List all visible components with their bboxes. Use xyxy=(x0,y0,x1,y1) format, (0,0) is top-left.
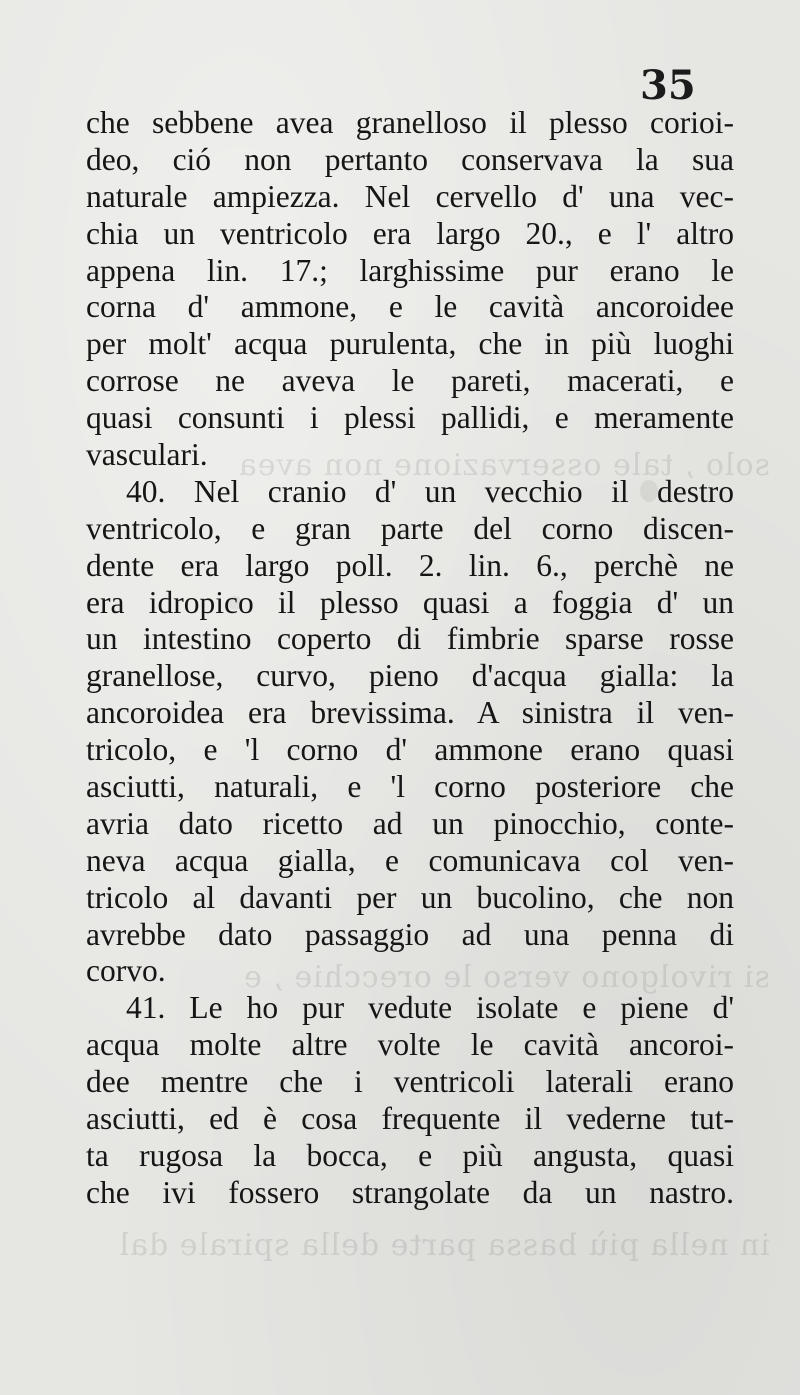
text-line: neva acqua gialla, e comunicava col ven- xyxy=(86,842,734,878)
text-line: naturale ampiezza. Nel cervello d' una vec- xyxy=(86,178,734,214)
text-line: dente era largo poll. 2. lin. 6., perchè ne xyxy=(86,547,734,583)
text-line: ta rugosa la bocca, e più angusta, quasi xyxy=(86,1137,734,1173)
text-line: un intestino coperto di fimbrie sparse rosse xyxy=(86,621,734,657)
paragraph-start: 41. Le ho pur vedute isolate e piene d' xyxy=(126,990,734,1026)
text-line: era idropico il plesso quasi a foggia d' un xyxy=(86,584,734,620)
page-number: 35 xyxy=(640,62,696,109)
text-line: che ivi fossero strangolate da un nastro. xyxy=(86,1174,734,1210)
text-line: tricolo, e 'l corno d' ammone erano quasi xyxy=(86,732,734,768)
text-line: corrose ne aveva le pareti, macerati, e xyxy=(86,363,734,399)
text-line: granellose, curvo, pieno d'acqua gialla: la xyxy=(86,658,734,694)
text-line: chia un ventricolo era largo 20., e l' altro xyxy=(86,215,734,251)
text-line: che sebbene avea granelloso il plesso corioi- xyxy=(86,105,734,140)
body-text xyxy=(86,105,734,1212)
text-line: asciutti, ed è cosa frequente il vederne tut- xyxy=(86,1101,734,1137)
text-line: ancoroidea era brevissima. A sinistra il ven- xyxy=(86,695,734,731)
text-line: corna d' ammone, e le cavità ancoroidee xyxy=(86,289,734,325)
show-through-texture: solo , tale osservazione non avea xyxy=(237,448,770,483)
text-line: tricolo al davanti per un bucolino, che non xyxy=(86,879,734,915)
text-line: ventricolo, e gran parte del corno discen- xyxy=(86,510,734,546)
text-line: appena lin. 17.; larghissime pur erano le xyxy=(86,252,734,288)
text-line: acqua molte altre volte le cavità ancoroi- xyxy=(86,1027,734,1063)
text-line: avria dato ricetto ad un pinocchio, conte- xyxy=(86,805,734,841)
text-line: avrebbe dato passaggio ad una penna di xyxy=(86,916,734,952)
text-line: corvo. xyxy=(86,953,166,989)
show-through-texture: si rivolgono verso le orecchie , e xyxy=(243,960,770,995)
text-line: per molt' acqua purulenta, che in più luoghi xyxy=(86,326,734,362)
text-line: deo, ció non pertanto conservava la sua xyxy=(86,141,734,177)
text-line: vasculari. xyxy=(86,437,208,473)
show-through-texture: in nella più bassa parte della spirale dal xyxy=(118,1228,770,1263)
text-line: dee mentre che i ventricoli laterali erano xyxy=(86,1064,734,1100)
paragraph-start: 40. Nel cranio d' un vecchio il destro xyxy=(126,473,734,509)
text-line: quasi consunti i plessi pallidi, e meramente xyxy=(86,400,734,436)
text-line: asciutti, naturali, e 'l corno posteriore che xyxy=(86,769,734,805)
